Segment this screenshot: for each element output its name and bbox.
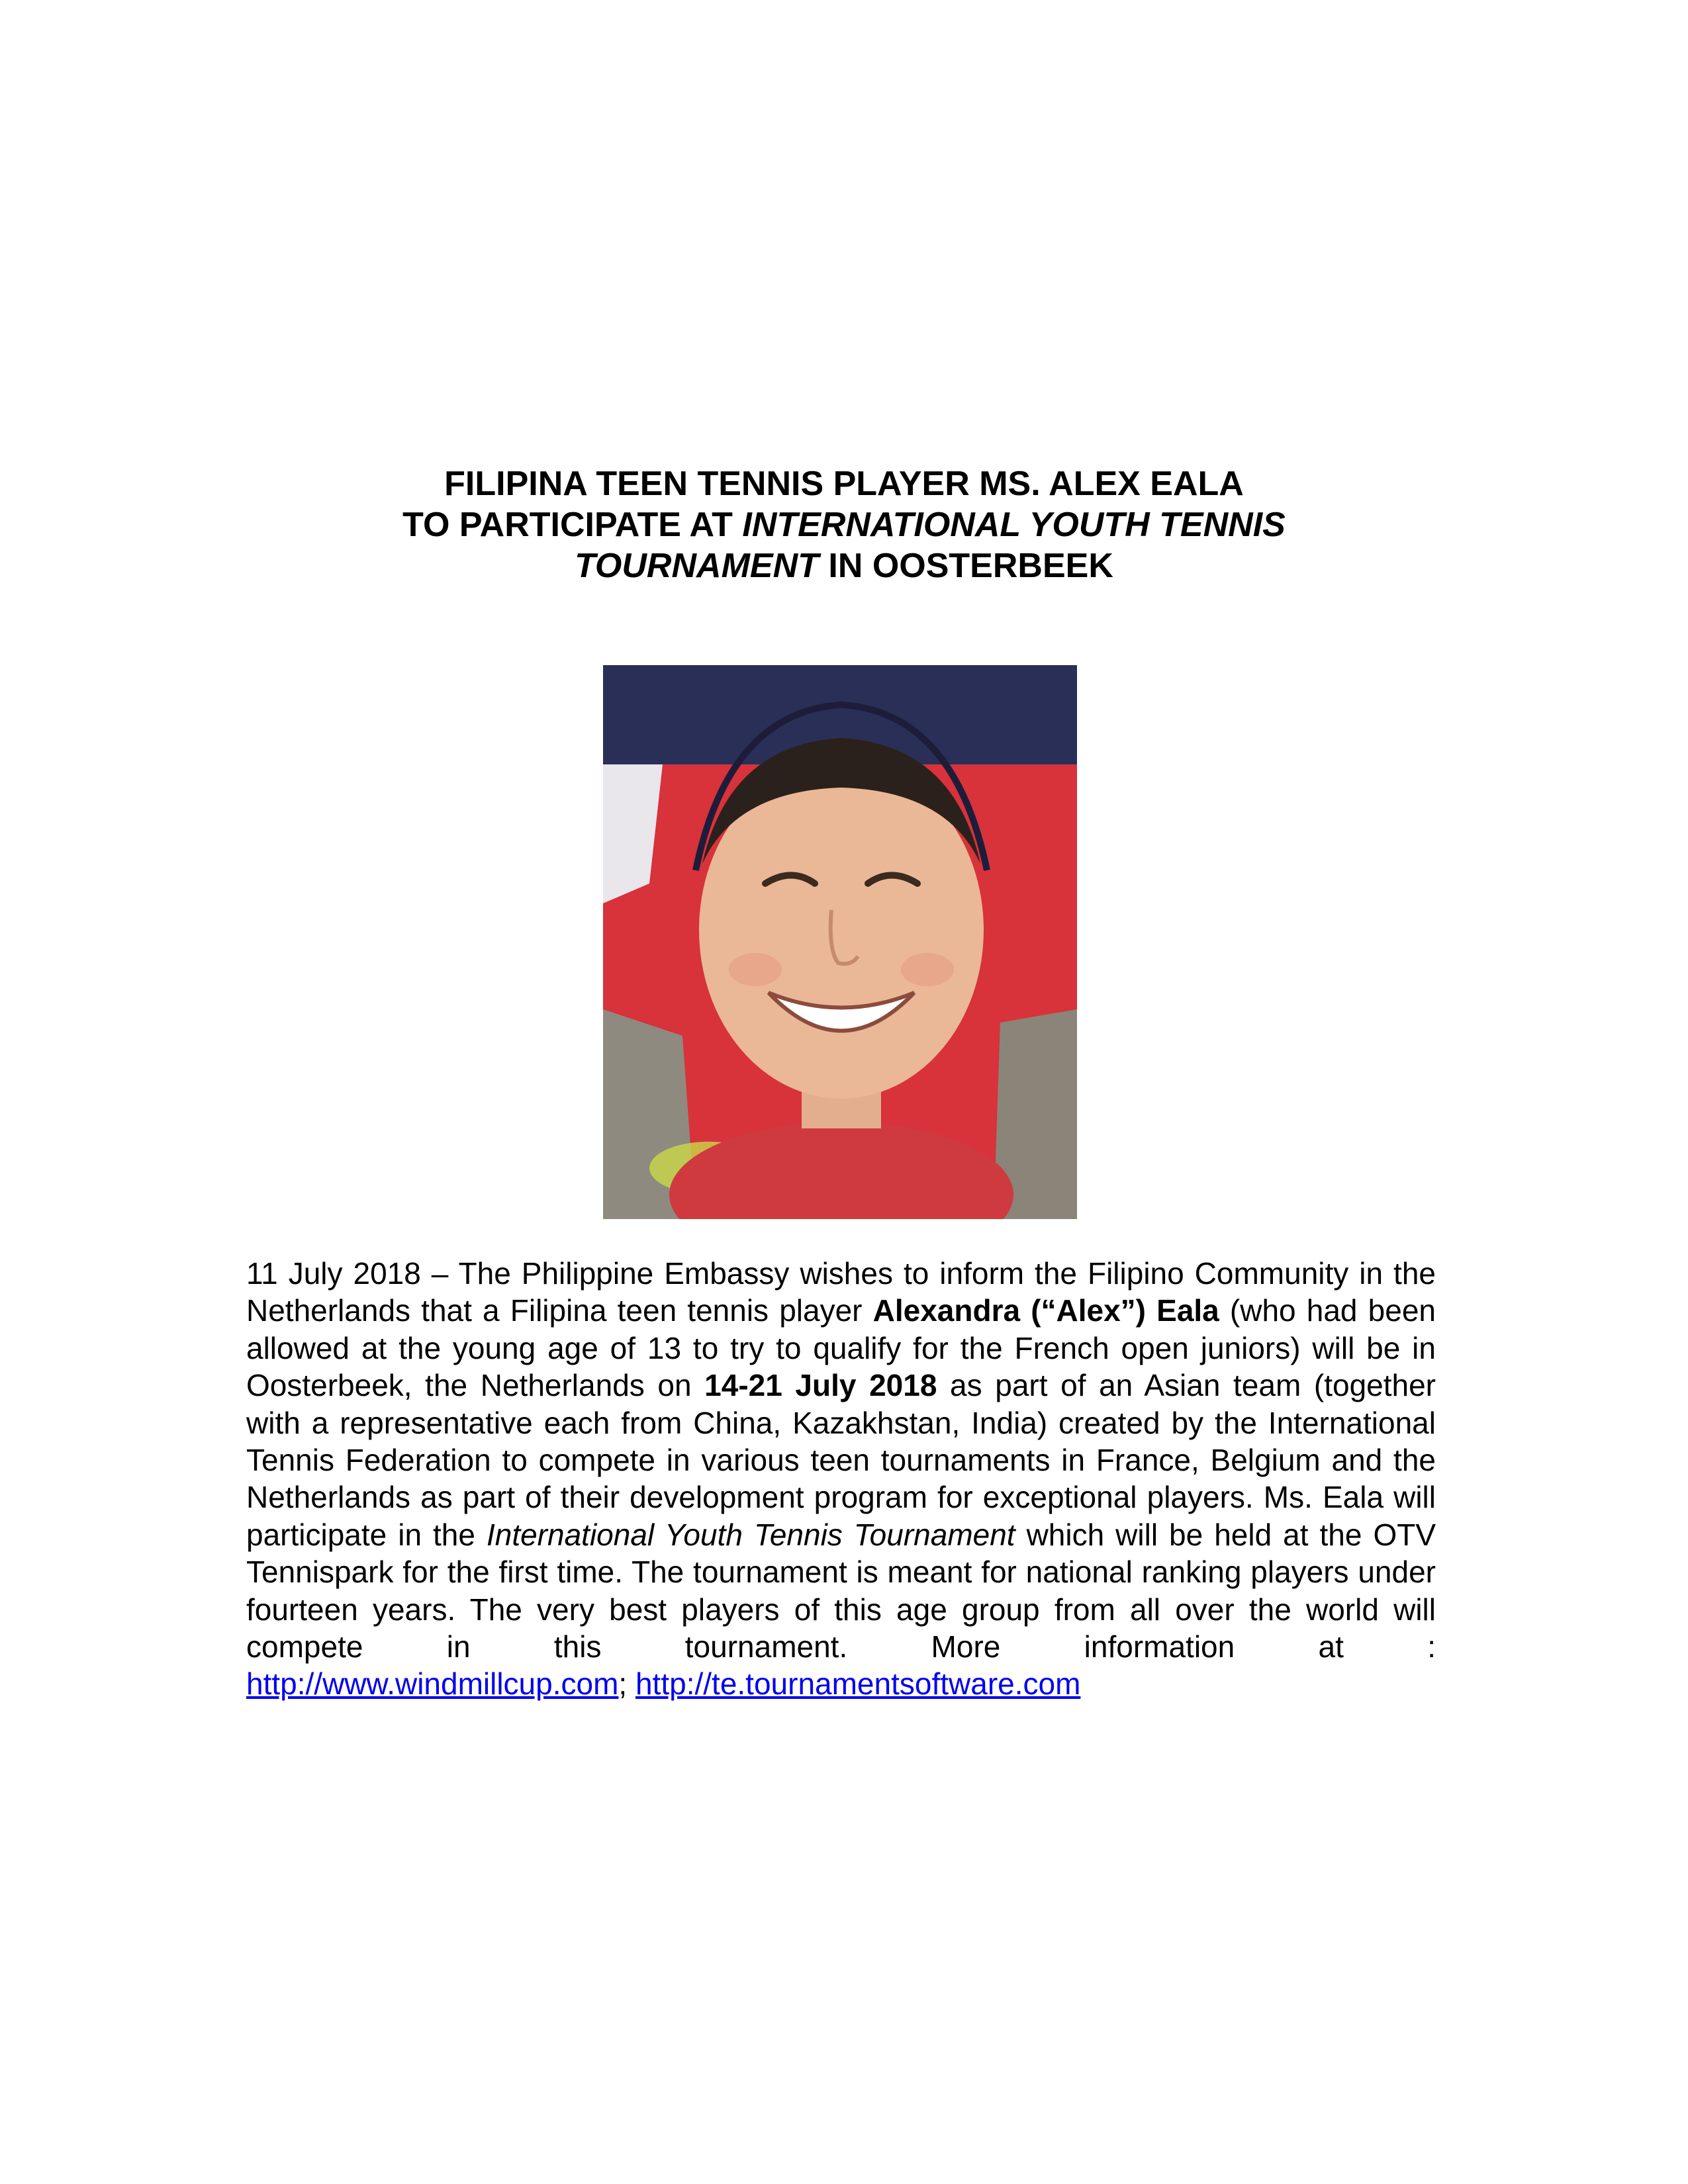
player-photo [603, 665, 1077, 1219]
event-dates: 14-21 July 2018 [704, 1368, 937, 1403]
article-text-part-2: (who had been allowed at the young age of 13 to try to qualify for the French open juniors) will be in Oosterbeek, the Netherlands on [246, 1293, 1436, 1403]
event-name: International Youth Tennis Tournament [486, 1517, 1015, 1552]
article-paragraph [246, 1255, 1436, 1665]
article-body [246, 1255, 1436, 1703]
headline-line-2-prefix: TO PARTICIPATE AT [402, 506, 743, 544]
headline-line-2 [199, 504, 1489, 545]
headline [199, 463, 1489, 586]
article-text-part-4: which will be held at the OTV Tennispark for the first time. The tournament is meant for national ranking players under fourteen years. The very best players of this age group from all over the world will compete in this tournament. More information at : [246, 1517, 1436, 1664]
article-intro-text: 11 July 2018 – The Philippine Embassy wishes to inform the Filipino Community in the Netherlands that a Filipina teen tennis player [246, 1256, 1436, 1328]
player-name: Alexandra (“Alex”) Eala [872, 1293, 1219, 1328]
article-text-part-3: as part of an Asian team (together with a representative each from China, Kazakhstan, India) created by the International Tennis Federation to compete in various teen tournaments in France, Belgium and the Netherlands as part of their development program for exceptional players. Ms. Eala will participate in the [246, 1368, 1436, 1552]
link-separator: ; [618, 1666, 635, 1702]
player-portrait-image [603, 665, 1077, 1219]
headline-line-3 [199, 545, 1489, 586]
links-line [246, 1665, 1436, 1702]
headline-event-name-part-1: INTERNATIONAL YOUTH TENNIS [742, 506, 1286, 544]
tournamentsoftware-link[interactable]: http://te.tournamentsoftware.com [635, 1666, 1081, 1702]
headline-line-3-suffix: IN OOSTERBEEK [818, 547, 1113, 585]
windmillcup-link[interactable]: http://www.windmillcup.com [246, 1666, 619, 1702]
headline-event-name-part-2: TOURNAMENT [575, 547, 819, 585]
headline-line-1: FILIPINA TEEN TENNIS PLAYER MS. ALEX EALA [444, 465, 1244, 503]
